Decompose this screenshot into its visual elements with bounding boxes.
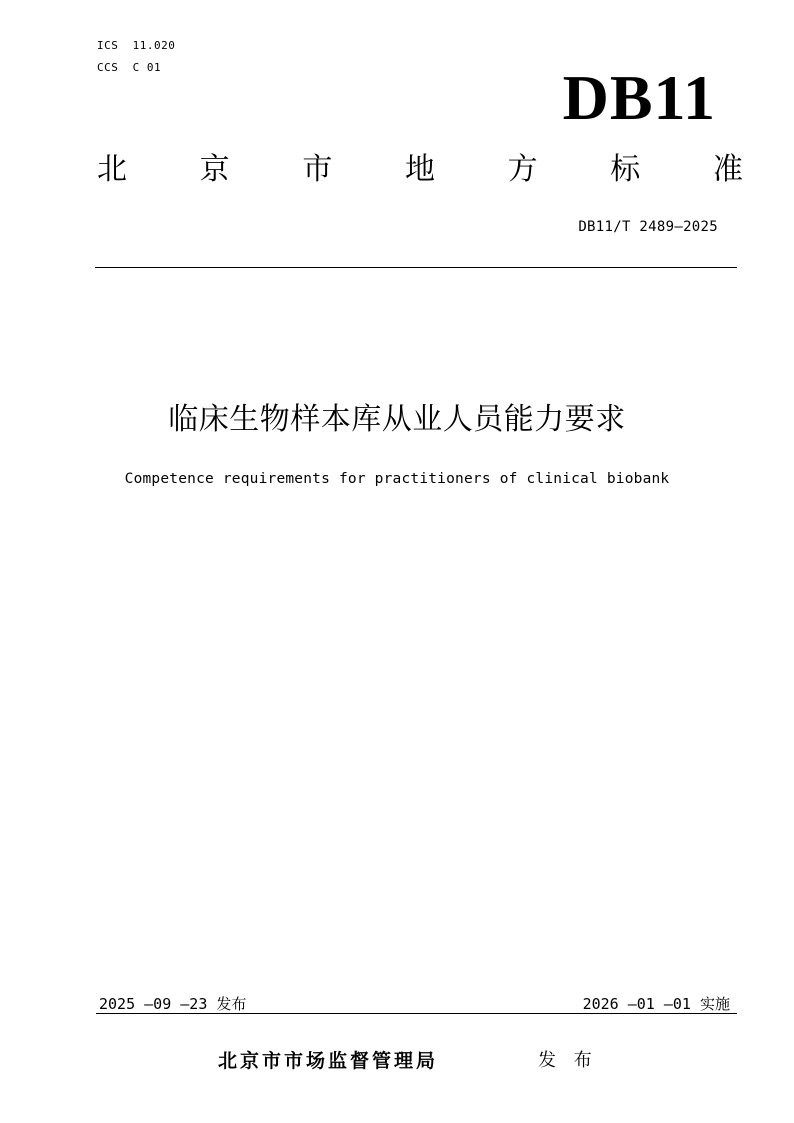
implement-date: 2026 —01 —01 实施	[582, 995, 730, 1013]
standard-type-title	[97, 152, 743, 187]
ccs-code: CCS C 01	[97, 61, 162, 74]
standard-type-char: 北	[97, 152, 127, 187]
document-title-english: Competence requirements for practitioners of clinical biobank	[124, 471, 670, 487]
publish-date: 2025 —09 —23 发布	[99, 995, 247, 1013]
standard-type-char: 京	[199, 152, 230, 187]
footer-divider	[96, 1013, 737, 1014]
issue-label: 发 布	[538, 1050, 598, 1071]
standard-logo: DB11	[562, 62, 716, 133]
standard-type-char: 标	[610, 152, 641, 187]
header-divider	[95, 267, 737, 268]
standard-number: DB11/T 2489—2025	[578, 219, 718, 235]
ics-code: ICS 11.020	[97, 39, 176, 52]
standard-type-char: 准	[712, 152, 743, 187]
standard-type-char: 地	[404, 152, 435, 187]
standard-type-char: 方	[507, 152, 538, 187]
issuing-authority: 北京市市场监督管理局	[218, 1050, 439, 1072]
standard-type-char: 市	[302, 152, 333, 187]
document-title-chinese: 临床生物样本库从业人员能力要求	[168, 402, 626, 437]
